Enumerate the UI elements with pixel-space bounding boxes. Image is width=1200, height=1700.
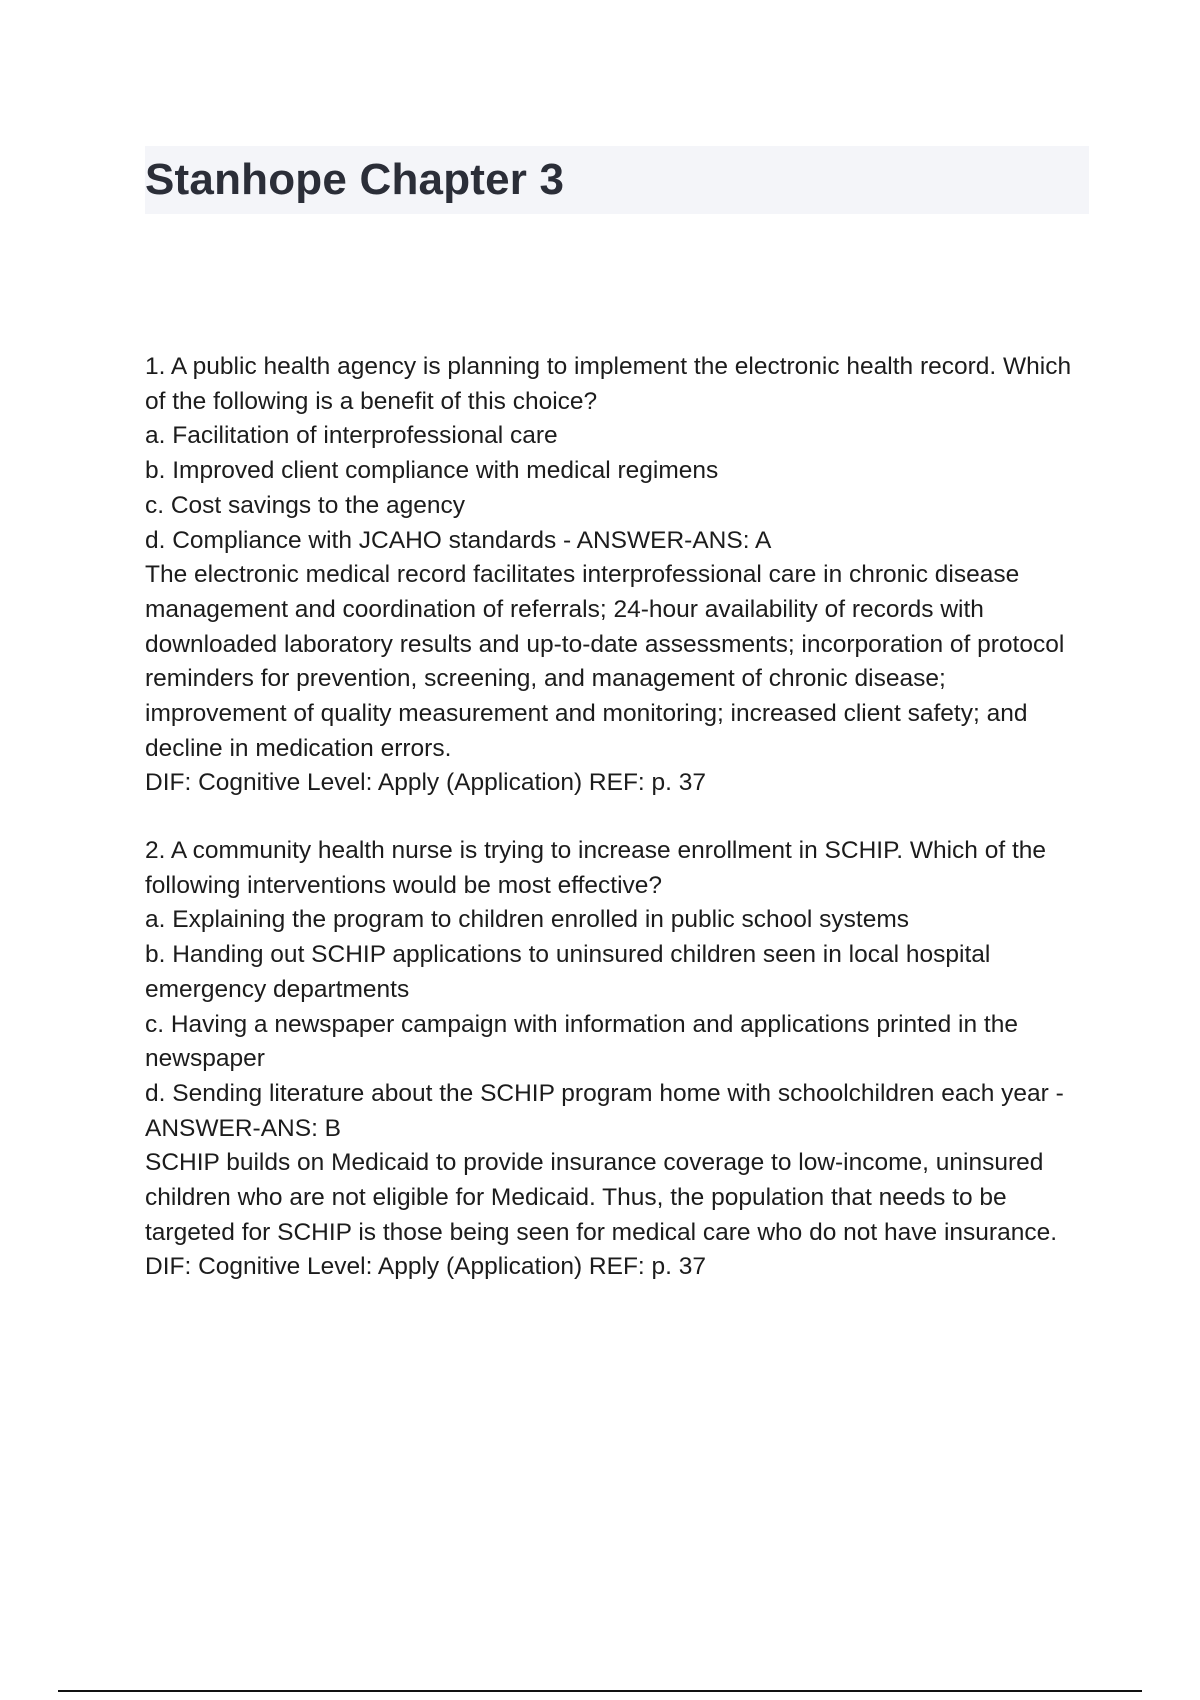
question-1-stem: 1. A public health agency is planning to implement the electronic health record. Which of the following is a benefit of this choice? <box>145 353 1072 415</box>
question-2-meta: DIF: Cognitive Level: Apply (Application) REF: p. 37 <box>145 1253 707 1281</box>
question-2-stem: 2. A community health nurse is trying to increase enrollment in SCHIP. Which of the following interventions would be most effective? <box>145 837 1047 899</box>
question-1-rationale: The electronic medical record facilitates interprofessional care in chronic disease management and coordination of referrals; 24-hour availability of records with downloaded laboratory results and up-to-date assessments; incorporation of protocol reminders for prevention, screening, and management of chronic disease; improvement of quality measurement and monitoring; increased client safety; and decline in medication errors. <box>145 561 1065 762</box>
title-band <box>145 146 1089 214</box>
question-2-option-a: a. Explaining the program to children enrolled in public school systems <box>145 906 909 934</box>
question-2-option-c: c. Having a newspaper campaign with information and applications printed in the newspaper <box>145 1010 1018 1073</box>
question-2-option-b: b. Handing out SCHIP applications to uninsured children seen in local hospital emergency departments <box>145 941 991 1003</box>
question-1-option-d: d. Compliance with JCAHO standards - ANSWER-ANS: A <box>145 526 772 554</box>
question-1-option-b: b. Improved client compliance with medical regimens <box>145 457 719 485</box>
question-2-option-d: d. Sending literature about the SCHIP program home with schoolchildren each year - ANSWER-ANS: B <box>145 1079 1064 1142</box>
question-2-rationale: SCHIP builds on Medicaid to provide insurance coverage to low-income, uninsured children who are not eligible for Medicaid. Thus, the population that needs to be targeted for SCHIP is those being seen for medical care who do not have insurance. <box>145 1149 1058 1246</box>
question-2 <box>145 834 1090 1285</box>
question-1 <box>145 350 1090 801</box>
footer-divider <box>58 1690 1142 1692</box>
question-1-option-c: c. Cost savings to the agency <box>145 491 466 519</box>
question-1-option-a: a. Facilitation of interprofessional care <box>145 422 558 450</box>
page-title: Stanhope Chapter 3 <box>145 155 565 204</box>
question-1-meta: DIF: Cognitive Level: Apply (Application) REF: p. 37 <box>145 769 707 797</box>
question-list <box>145 350 1090 1281</box>
